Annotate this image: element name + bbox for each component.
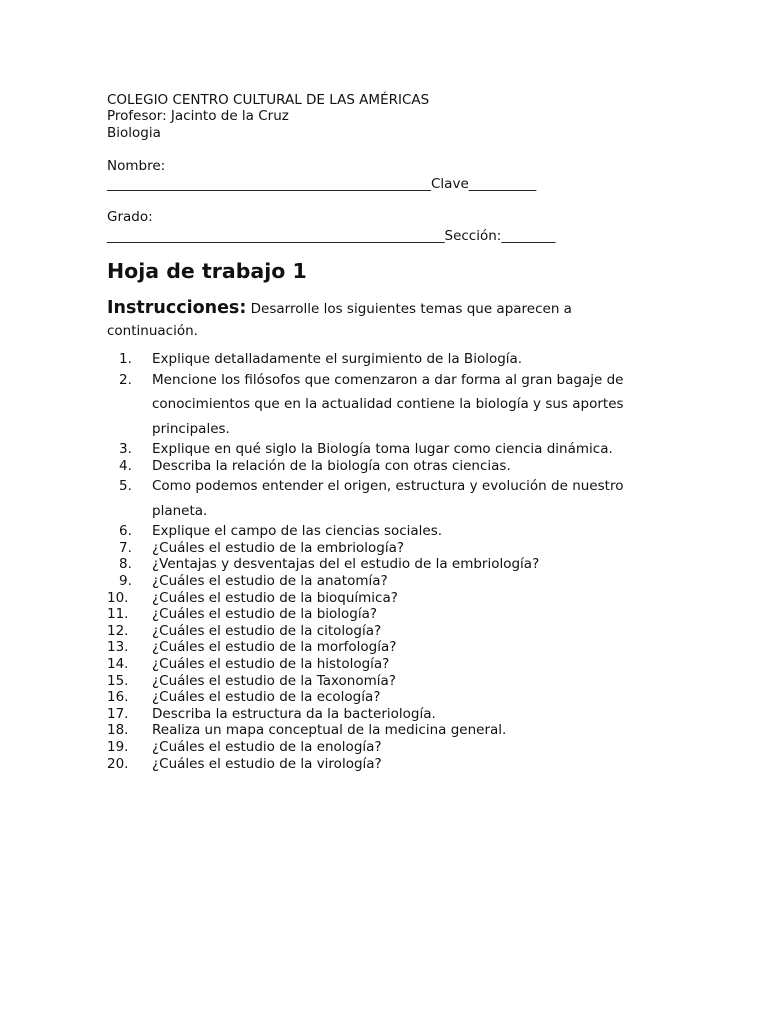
nombre-clave-blank: ________________________________________________Clave__________ xyxy=(107,176,537,192)
item-text: ¿Cuáles el estudio de la citología? xyxy=(152,622,382,639)
list-item xyxy=(107,573,647,590)
item-number: 11. xyxy=(107,606,129,623)
item-text: ¿Cuáles el estudio de la enología? xyxy=(152,739,382,755)
item-text: Mencione los filósofos que comenzaron a dar forma al gran bagaje de conocimientos que en la actualidad contiene la biología y sus aportes principales. xyxy=(152,371,624,437)
item-text: Explique en qué siglo la Biología toma lugar como ciencia dinámica. xyxy=(152,441,613,458)
nombre-label: Nombre: xyxy=(107,158,166,174)
list-item xyxy=(107,656,647,673)
list-item xyxy=(107,623,647,640)
item-number: 1. xyxy=(119,351,132,367)
item-text: ¿Cuáles el estudio de la histología? xyxy=(152,656,390,673)
grado-seccion-blank: __________________________________________________Sección:________ xyxy=(107,228,556,244)
item-text: ¿Cuáles el estudio de la anatomía? xyxy=(152,573,388,590)
list-item xyxy=(107,706,647,723)
item-text: Como podemos entender el origen, estructura y evolución de nuestro planeta. xyxy=(152,478,624,519)
list-item xyxy=(107,368,647,442)
list-item xyxy=(107,739,647,756)
item-number: 6. xyxy=(119,523,132,540)
item-number: 14. xyxy=(107,656,129,673)
list-item xyxy=(107,458,647,475)
list-item xyxy=(107,590,647,607)
instructions xyxy=(107,297,647,342)
list-item xyxy=(107,474,647,523)
list-item xyxy=(107,756,647,773)
item-number: 15. xyxy=(107,672,129,689)
item-text: ¿Cuáles el estudio de la biología? xyxy=(152,606,378,623)
item-number: 12. xyxy=(107,622,129,639)
item-number: 3. xyxy=(119,441,132,458)
item-text: Describa la relación de la biología con otras ciencias. xyxy=(152,457,511,474)
item-number: 10. xyxy=(107,589,129,606)
instructions-text: Desarrolle los siguientes temas que aparecen a continuación. xyxy=(107,301,572,339)
list-item xyxy=(107,689,647,706)
item-number: 9. xyxy=(119,573,132,590)
item-number: 4. xyxy=(119,457,132,474)
item-text: ¿Cuáles el estudio de la morfología? xyxy=(152,639,397,656)
teacher-name: Profesor: Jacinto de la Cruz xyxy=(107,108,289,124)
item-number: 2. xyxy=(119,371,132,388)
list-item xyxy=(107,639,647,656)
item-number: 5. xyxy=(119,478,132,495)
question-list xyxy=(107,351,647,772)
list-item xyxy=(107,606,647,623)
list-item xyxy=(107,673,647,690)
list-item xyxy=(107,556,647,573)
item-text: ¿Cuáles el estudio de la bioquímica? xyxy=(152,589,398,606)
item-number: 13. xyxy=(107,639,129,656)
list-item xyxy=(107,523,647,540)
item-number: 7. xyxy=(119,539,132,556)
instructions-label: Instrucciones: xyxy=(107,298,247,318)
item-number: 18. xyxy=(107,722,129,739)
item-number: 20. xyxy=(107,755,129,772)
grado-label: Grado: xyxy=(107,209,153,225)
item-number: 8. xyxy=(119,556,132,573)
school-name: COLEGIO CENTRO CULTURAL DE LAS AMÉRICAS xyxy=(107,92,430,108)
item-text: Explique detalladamente el surgimiento de la Biología. xyxy=(152,351,523,367)
subject-name: Biologia xyxy=(107,125,161,141)
list-item xyxy=(107,351,647,368)
item-number: 17. xyxy=(107,705,129,722)
item-text: ¿Cuáles el estudio de la Taxonomía? xyxy=(152,672,396,689)
list-item xyxy=(107,441,647,458)
list-item xyxy=(107,722,647,739)
page-title: Hoja de trabajo 1 xyxy=(107,259,307,283)
item-text: ¿Cuáles el estudio de la virología? xyxy=(152,755,382,772)
item-text: Realiza un mapa conceptual de la medicina general. xyxy=(152,722,507,739)
item-text: Describa la estructura da la bacteriología. xyxy=(152,705,436,722)
item-number: 16. xyxy=(107,689,129,706)
item-text: ¿Ventajas y desventajas del el estudio de la embriología? xyxy=(152,556,540,573)
item-number: 19. xyxy=(107,739,129,755)
item-text: Explique el campo de las ciencias sociales. xyxy=(152,523,443,540)
list-item xyxy=(107,540,647,557)
item-text: ¿Cuáles el estudio de la ecología? xyxy=(152,689,381,706)
item-text: ¿Cuáles el estudio de la embriología? xyxy=(152,539,405,556)
